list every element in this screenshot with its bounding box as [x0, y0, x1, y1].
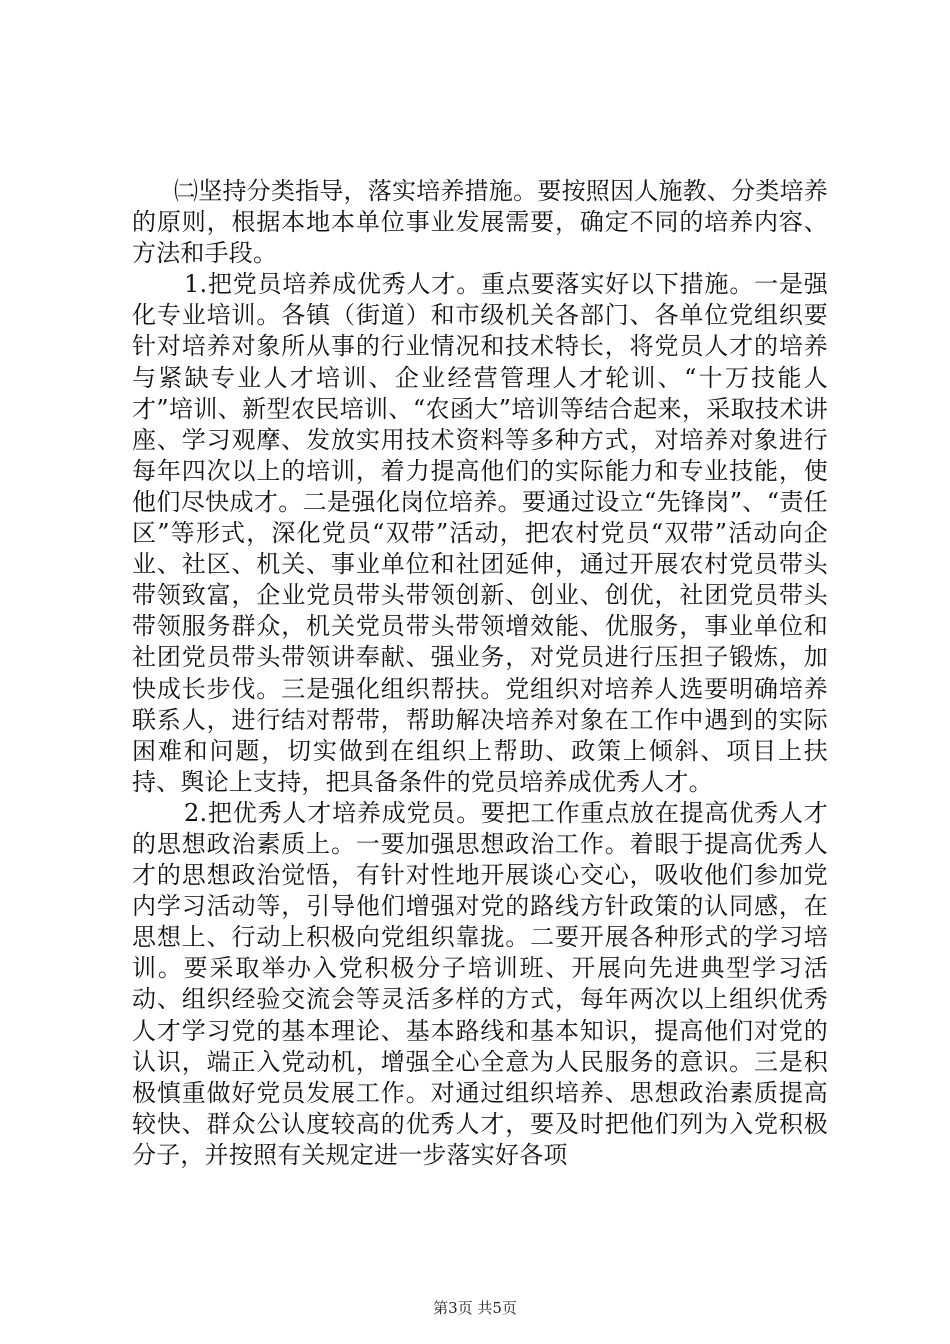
document-body — [132, 176, 828, 1171]
paragraph-item-2: 2.把优秀人才培养成党员。要把工作重点放在提高优秀人才的思想政治素质上。一要加强思想政治工作。着眼于提高优秀人才的思想政治觉悟，有针对性地开展谈心交心，吸收他们参加党内学习活动等，引导他们增强对党的路线方针政策的认同感，在思想上、行动上积极向党组织靠拢。二要开展各种形式的学习培训。要采取举办入党积极分子培训班、开展向先进典型学习活动、组织经验交流会等灵活多样的方式，每年两次以上组织优秀人才学习党的基本理论、基本路线和基本知识，提高他们对党的认识，端正入党动机，增强全心全意为人民服务的意识。三是积极慎重做好党员发展工作。对通过组织培养、思想政治素质提高较快、群众公认度较高的优秀人才，要及时把他们列为入党积极分子，并按照有关规定进一步落实好各项 — [132, 798, 828, 1169]
paragraph-section-heading: ㈡坚持分类指导，落实培养措施。要按照因人施教、分类培养的原则，根据本地本单位事业发展需要，确定不同的培养内容、方法和手段。 — [132, 177, 828, 268]
paragraph-item-1: 1.把党员培养成优秀人才。重点要落实好以下措施。一是强化专业培训。各镇（街道）和市级机关各部门、各单位党组织要针对培养对象所从事的行业情况和技术特长，将党员人才的培养与紧缺专业人才培训、企业经营管理人才轮训、“十万技能人才”培训、新型农民培训、“农函大”培训等结合起来，采取技术讲座、学习观摩、发放实用技术资料等多种方式，对培养对象进行每年四次以上的培训，着力提高他们的实际能力和专业技能，使他们尽快成才。二是强化岗位培养。要通过设立“先锋岗”、“责任区”等形式，深化党员“双带”活动，把农村党员“双带”活动向企业、社区、机关、事业单位和社团延伸，通过开展农村党员带头带领致富，企业党员带头带领创新、创业、创优，社团党员带头带领服务群众，机关党员带头带领增效能、优服务，事业单位和社团党员带头带领讲奉献、强业务，对党员进行压担子锻炼，加快成长步伐。三是强化组织帮扶。党组织对培养人选要明确培养联系人，进行结对帮带，帮助解决培养对象在工作中遇到的实际困难和问题，切实做到在组织上帮助、政策上倾斜、项目上扶持、舆论上支持，把具备条件的党员培养成优秀人才。 — [132, 270, 828, 796]
page-footer: 第3页 共5页 — [433, 1299, 517, 1317]
